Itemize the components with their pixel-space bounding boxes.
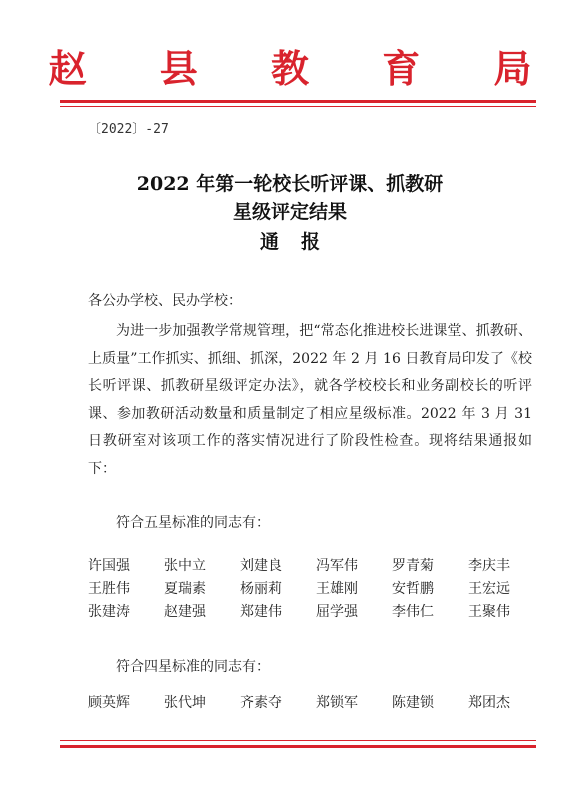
five-star-name: 许国强 xyxy=(88,558,130,574)
four-star-name: 顾英辉 xyxy=(88,695,130,711)
five-star-name: 郑建伟 xyxy=(240,604,282,620)
org-name: 赵 县 教 育 局 xyxy=(48,46,562,91)
footer-rule-thick xyxy=(60,745,536,748)
four-star-name-list xyxy=(88,692,548,715)
five-star-name: 王胜伟 xyxy=(88,581,130,597)
five-star-name: 李庆丰 xyxy=(468,558,510,574)
footer-rule-thin xyxy=(60,740,536,741)
five-star-name: 王聚伟 xyxy=(468,604,510,620)
five-star-name: 冯军伟 xyxy=(316,558,358,574)
four-star-name: 郑团杰 xyxy=(468,695,510,711)
five-star-name: 王宏远 xyxy=(468,581,510,597)
five-star-name: 杨丽莉 xyxy=(240,581,282,597)
five-star-name: 王雄刚 xyxy=(316,581,358,597)
five-star-name: 刘建良 xyxy=(240,558,282,574)
five-star-name: 屈学强 xyxy=(316,604,358,620)
header-rule-thick xyxy=(60,100,536,103)
four-star-name: 张代坤 xyxy=(164,695,206,711)
title-line-2: 星级评定结果 xyxy=(232,201,347,223)
header-rule-thin xyxy=(60,106,536,107)
five-star-name: 夏瑞素 xyxy=(164,581,206,597)
four-star-label: 符合四星标准的同志有： xyxy=(116,659,270,675)
salutation: 各公办学校、民办学校： xyxy=(88,293,242,309)
four-star-name: 齐素夺 xyxy=(240,695,282,711)
five-star-name: 安哲鹏 xyxy=(392,581,434,597)
document-number: 〔2022〕-27 xyxy=(88,122,169,137)
title-line-1: 2022 年第一轮校长听评课、抓教研 xyxy=(136,173,444,195)
four-star-name: 陈建锁 xyxy=(392,695,434,711)
title-line-3: 通报 xyxy=(259,231,342,253)
five-star-name: 赵建强 xyxy=(164,604,206,620)
five-star-name: 罗青菊 xyxy=(392,558,434,574)
five-star-label: 符合五星标准的同志有： xyxy=(116,515,270,531)
five-star-name: 李伟仁 xyxy=(392,604,434,620)
five-star-name: 张建涛 xyxy=(88,604,130,620)
body-paragraph: 为进一步加强教学常规管理，把“常态化推进校长进课堂、抓教研、上质量”工作抓实、抓细、抓深，2022 年 2 月 16 日教育局印发了《校长听评课、抓教研星级评定办法》，就各学校校长和业务副校长的听评课、参加教研活动数量和质量制定了相应星级标准。2022 年 3 月 31 日教研室对该项工作的落实情况进行了阶段性检查。现将结果通报如下： xyxy=(88,323,532,477)
five-star-name-list xyxy=(88,555,548,624)
five-star-name: 张中立 xyxy=(164,558,206,574)
four-star-name: 郑锁军 xyxy=(316,695,358,711)
